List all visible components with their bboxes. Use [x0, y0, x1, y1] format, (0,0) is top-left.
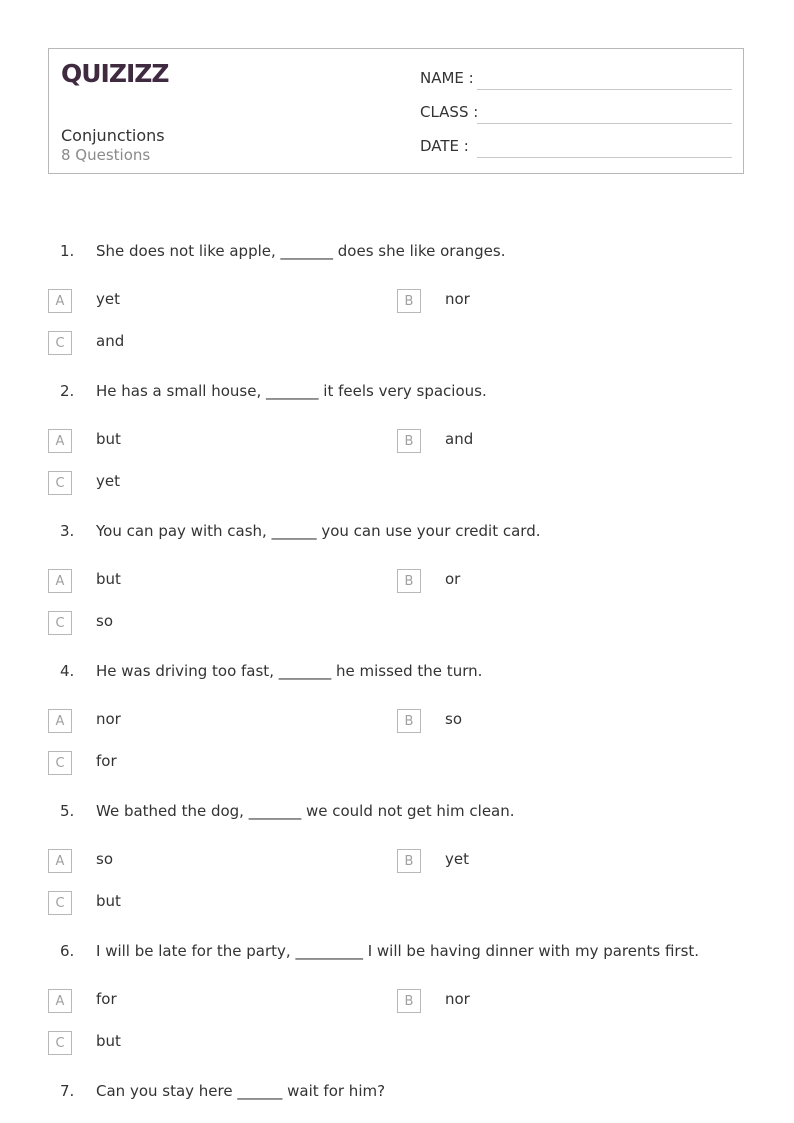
option-text: so [96, 850, 113, 868]
question-text: He has a small house, _______ it feels very spacious. [96, 382, 487, 400]
question-text: She does not like apple, _______ does she like oranges. [96, 242, 506, 260]
option-letter-box: A [48, 569, 72, 593]
option-letter-box: B [397, 289, 421, 313]
worksheet-header [48, 48, 744, 174]
question-7 [0, 1082, 794, 1112]
date-label: DATE : [420, 137, 469, 155]
option-letter-box: A [48, 989, 72, 1013]
quizizz-logo: QUIZIZZ [61, 59, 169, 88]
option-text: but [96, 570, 121, 588]
name-line [477, 89, 732, 90]
option-text: yet [96, 472, 120, 490]
option-text: for [96, 990, 117, 1008]
question-number: 4. [60, 662, 75, 680]
worksheet-title: Conjunctions [61, 126, 165, 145]
option-letter-box: A [48, 709, 72, 733]
option-text: so [96, 612, 113, 630]
option-text: nor [445, 990, 470, 1008]
option-text: for [96, 752, 117, 770]
option-letter-box: A [48, 849, 72, 873]
option-text: but [96, 892, 121, 910]
option-text: and [96, 332, 125, 350]
option-text: nor [445, 290, 470, 308]
question-4 [0, 662, 794, 692]
option-text: nor [96, 710, 121, 728]
question-number: 6. [60, 942, 75, 960]
question-text: He was driving too fast, _______ he missed the turn. [96, 662, 483, 680]
class-line [477, 123, 732, 124]
question-number: 2. [60, 382, 75, 400]
question-3 [0, 522, 794, 552]
option-text: yet [445, 850, 469, 868]
option-letter-box: B [397, 989, 421, 1013]
question-number: 5. [60, 802, 75, 820]
option-text: and [445, 430, 474, 448]
option-text: yet [96, 290, 120, 308]
question-number: 1. [60, 242, 75, 260]
option-letter-box: C [48, 611, 72, 635]
question-text: Can you stay here ______ wait for him? [96, 1082, 386, 1100]
option-letter-box: C [48, 891, 72, 915]
option-letter-box: C [48, 751, 72, 775]
option-letter-box: C [48, 331, 72, 355]
question-text: We bathed the dog, _______ we could not get him clean. [96, 802, 515, 820]
option-text: but [96, 430, 121, 448]
option-letter-box: A [48, 429, 72, 453]
question-2 [0, 382, 794, 412]
option-letter-box: B [397, 429, 421, 453]
option-letter-box: B [397, 849, 421, 873]
option-letter-box: A [48, 289, 72, 313]
option-letter-box: B [397, 709, 421, 733]
option-letter-box: C [48, 471, 72, 495]
question-6 [0, 942, 794, 972]
class-label: CLASS : [420, 103, 479, 121]
question-5 [0, 802, 794, 832]
option-text: but [96, 1032, 121, 1050]
question-count: 8 Questions [61, 146, 151, 164]
question-1 [0, 242, 794, 272]
option-text: so [445, 710, 462, 728]
option-letter-box: B [397, 569, 421, 593]
option-letter-box: C [48, 1031, 72, 1055]
option-text: or [445, 570, 461, 588]
question-text: You can pay with cash, ______ you can use your credit card. [96, 522, 541, 540]
question-number: 7. [60, 1082, 75, 1100]
question-text: I will be late for the party, _________ I will be having dinner with my parents first. [96, 942, 700, 960]
name-label: NAME : [420, 69, 474, 87]
date-line [477, 157, 732, 158]
question-number: 3. [60, 522, 75, 540]
